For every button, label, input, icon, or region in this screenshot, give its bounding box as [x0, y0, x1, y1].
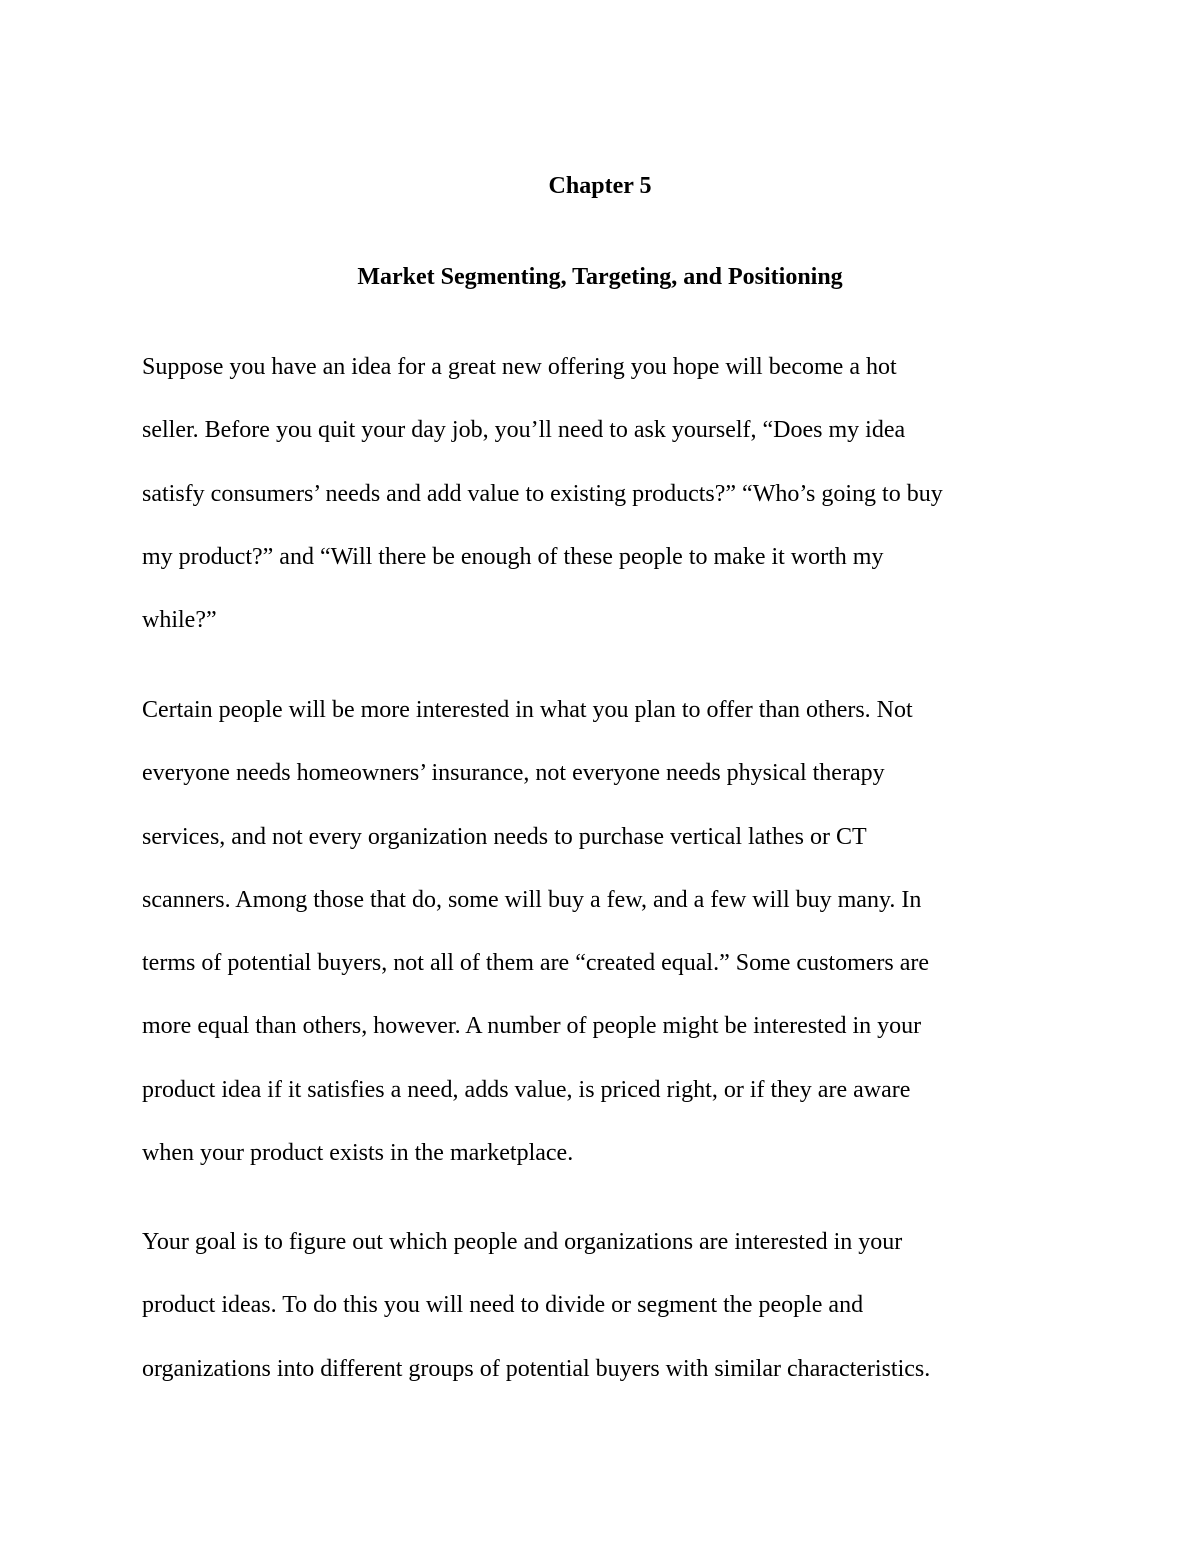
text-line: services, and not every organization needs to purchase vertical lathes or CT [142, 823, 867, 850]
text-line: organizations into different groups of potential buyers with similar characteristics. [142, 1355, 931, 1382]
text-line: scanners. Among those that do, some will buy a few, and a few will buy many. In [142, 886, 922, 913]
paragraph-2 [142, 679, 1072, 1185]
text-line: while?” [142, 607, 217, 634]
paragraph-1 [142, 336, 1072, 652]
text-line: Suppose you have an idea for a great new offering you hope will become a hot [142, 354, 897, 380]
text-line: when your product exists in the marketplace. [142, 1140, 574, 1167]
text-line: Certain people will be more interested in what you plan to offer than others. Not [142, 697, 913, 723]
chapter-title: Market Segmenting, Targeting, and Positioning [357, 264, 843, 290]
text-line: my product?” and “Will there be enough of these people to make it worth my [142, 543, 884, 570]
text-line: product idea if it satisfies a need, adds value, is priced right, or if they are aware [142, 1076, 911, 1103]
text-line: Your goal is to figure out which people and organizations are interested in your [142, 1229, 903, 1255]
chapter-number: Chapter 5 [548, 173, 652, 199]
text-line: satisfy consumers’ needs and add value to existing products?” “Who’s going to buy [142, 480, 943, 507]
text-line: product ideas. To do this you will need to divide or segment the people and [142, 1292, 864, 1319]
text-line: terms of potential buyers, not all of them are “created equal.” Some customers are [142, 950, 930, 977]
text-line: everyone needs homeowners’ insurance, not everyone needs physical therapy [142, 760, 885, 787]
paragraph-3 [142, 1211, 1072, 1401]
text-line: seller. Before you quit your day job, you’ll need to ask yourself, “Does my idea [142, 417, 906, 444]
text-line: more equal than others, however. A number of people might be interested in your [142, 1013, 922, 1040]
